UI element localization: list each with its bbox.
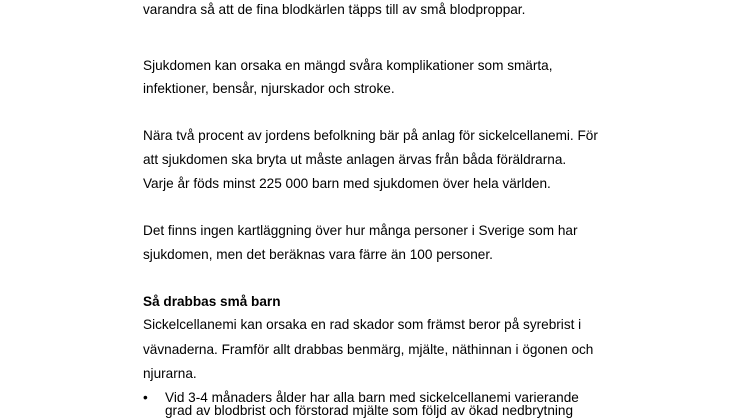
paragraph-3-line-1: Nära två procent av jordens befolkning bär på anlag för sickelcellanemi. För: [143, 128, 598, 143]
paragraph-4-line-2: sjukdomen, men det beräknas vara färre än 100 personer.: [143, 247, 493, 262]
bullet-line-2-cropped: [165, 403, 574, 419]
paragraph-1-text: varandra så att de fina blodkärlen täpps till av små blodproppar.: [143, 2, 526, 17]
section-heading: Så drabbas små barn: [143, 294, 281, 309]
paragraph-2-line-2: infektioner, bensår, njurskador och stroke.: [143, 81, 395, 96]
bullet-line-1: Vid 3-4 månaders ålder har alla barn med sickelcellanemi varierande: [165, 390, 579, 405]
paragraph-2-line-1: Sjukdomen kan orsaka en mängd svåra komplikationer som smärta,: [143, 58, 553, 73]
bullet-line-2-text: grad av blodbrist och förstorad mjälte som följd av ökad nedbrytning: [165, 403, 574, 418]
paragraph-3-line-2: att sjukdomen ska bryta ut måste anlagen ärvas från båda föräldrarna.: [143, 152, 567, 167]
section-line-2: vävnaderna. Framför allt drabbas benmärg, mjälte, näthinnan i ögonen och: [143, 342, 594, 357]
paragraph-1-line-1: [143, 2, 525, 19]
bullet-marker: •: [143, 390, 148, 405]
paragraph-4-line-1: Det finns ingen kartläggning över hur många personer i Sverige som har: [143, 223, 578, 238]
section-line-3: njurarna.: [143, 366, 197, 381]
paragraph-3-line-3: Varje år föds minst 225 000 barn med sjukdomen över hela världen.: [143, 176, 551, 191]
section-line-1: Sickelcellanemi kan orsaka en rad skador som främst beror på syrebrist i: [143, 317, 582, 332]
